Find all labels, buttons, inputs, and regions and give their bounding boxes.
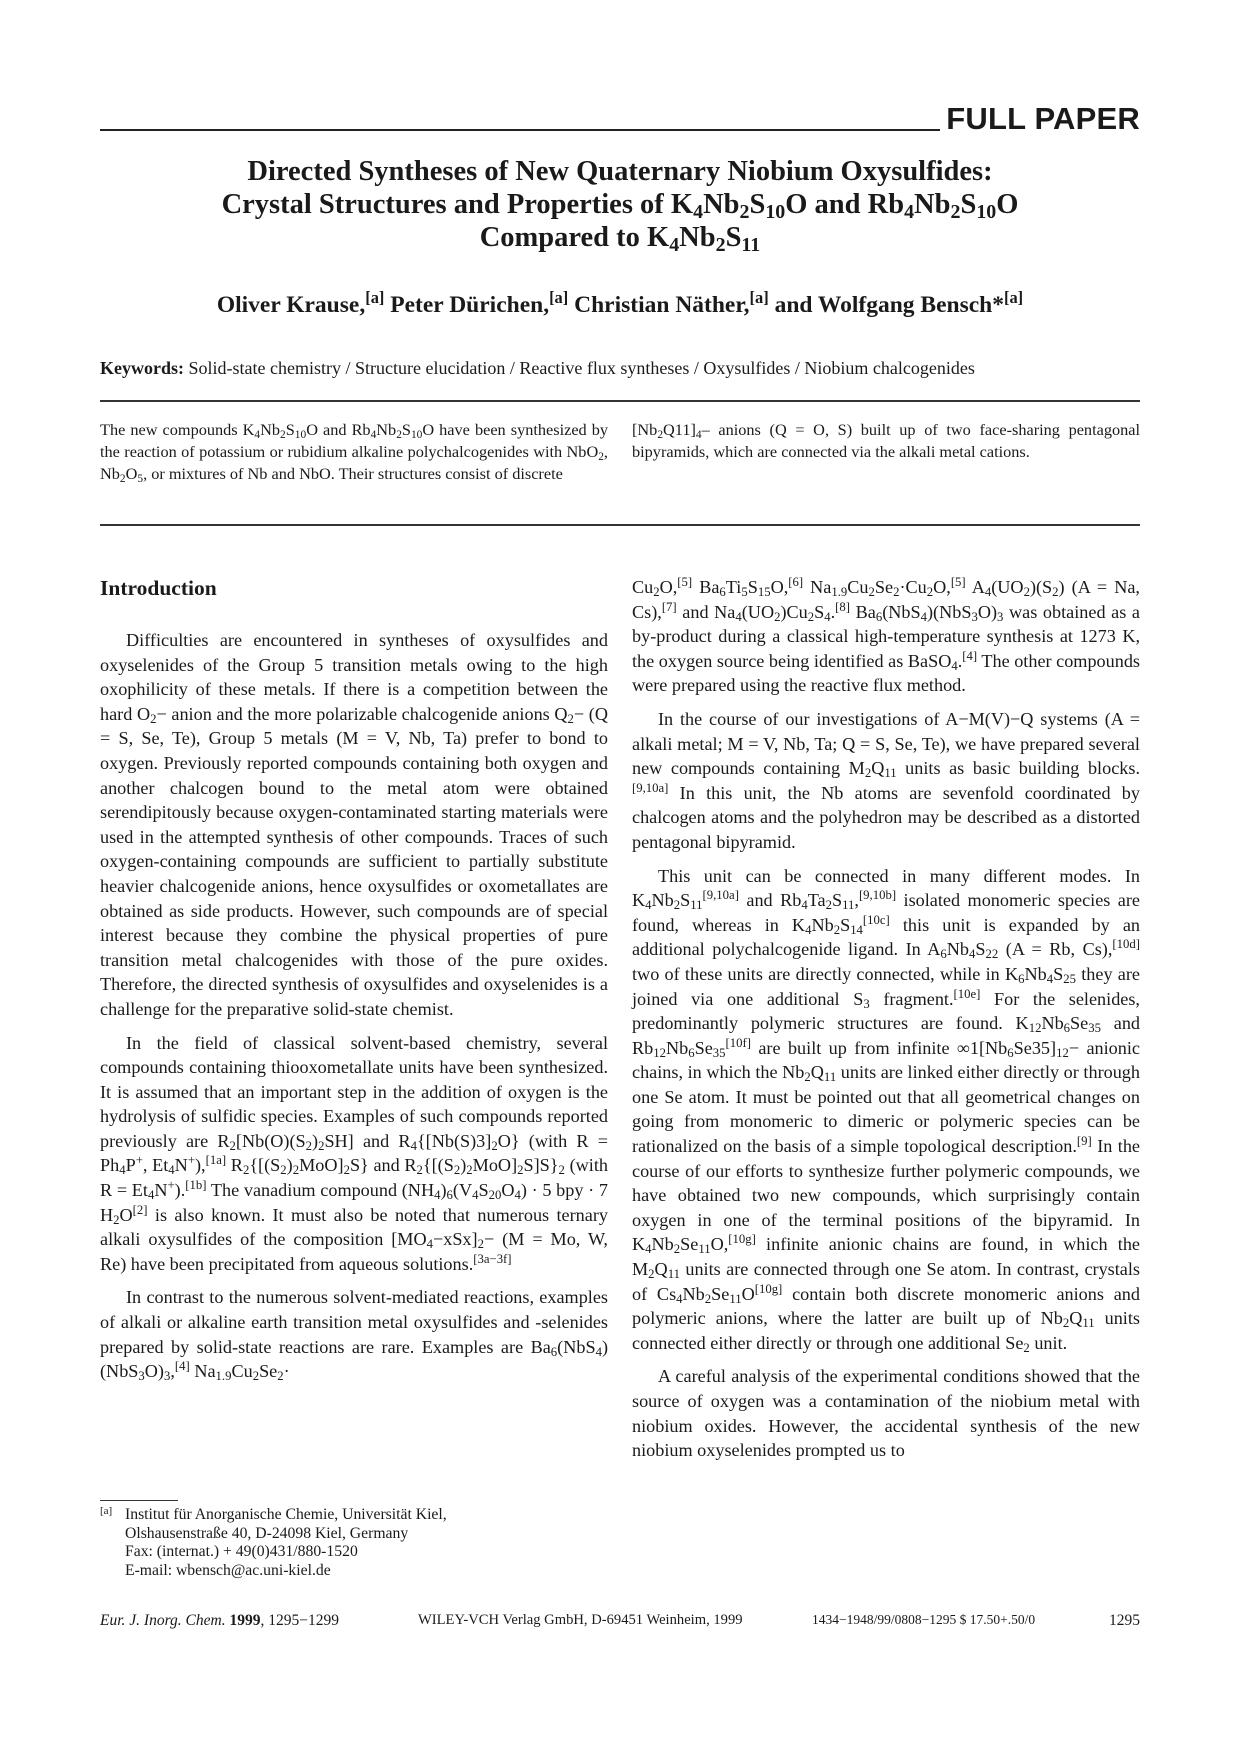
paper-title — [100, 155, 1140, 254]
abstract-bottom-rule — [100, 524, 1140, 526]
page-number: 1295 — [1109, 1612, 1140, 1629]
affiliation-marker: [a] — [100, 1505, 113, 1517]
affiliation-line: Olshausenstraße 40, D-24098 Kiel, Germany — [125, 1524, 409, 1542]
journal-year: 1999 — [229, 1612, 261, 1629]
abstract-column-2: $[Nb_2Q11]_4-$ anions (Q = O, S) built up of two face-sharing pentagonal bipyramids, which are connected via the alkali metal cations. — [632, 420, 1140, 461]
title-line-1: Directed Syntheses of New Quaternary Niobium Oxysulfides: — [247, 156, 993, 187]
journal-name: Eur. J. Inorg. Chem. — [100, 1612, 226, 1629]
paragraph: In the course of our investigations of A−M(V)−Q systems (A = alkali metal; M = V, Nb, Ta; Q = S, Se, Te), we have prepared several new compounds containing $M_2Q_{11}$ units as basic building blocks.[9,10a] In this unit, the Nb atoms are sevenfold coordinated by chalcogen atoms and the polyhedron may be described as a distorted pentagonal bipyramid. — [632, 708, 1140, 852]
paragraph: A careful analysis of the experimental conditions showed that the source of oxygen was a contamination of the niobium metal with niobium oxides. However, the accidental synthesis of the new niobium oxyselenides prompted us to — [632, 1366, 1140, 1461]
issn-line: 1434−1948/99/0808−1295 $ 17.50+.50/0 — [812, 1612, 1036, 1627]
affiliation-footnote — [100, 1506, 608, 1580]
affiliation-line: Fax: (internat.) + 49(0)431/880-1520 — [125, 1543, 358, 1560]
paragraph: In contrast to the numerous solvent-mediated reactions, examples of alkali or alkaline earth transition metal oxysulfides and -selenides prepared by solid-state reactions are rare. Examples are $Ba_6(NbS_4)(NbS_3O)_3,[4]$ $Na_{1.9}Cu_2Se_2\cdot$ — [100, 1287, 608, 1384]
keywords-label: Keywords: — [100, 358, 184, 378]
publisher-line: WILEY-VCH Verlag GmbH, D-69451 Weinheim, 1999 — [418, 1612, 743, 1628]
title-line-2: Crystal Structures and Properties of $K_4Nb_2S_{10}O$ and $Rb_4Nb_2S_{10}O$ — [221, 189, 1019, 223]
section-label: FULL PAPER — [946, 101, 1140, 136]
affiliation-line: Institut für Anorganische Chemie, Universität Kiel, — [125, 1506, 447, 1523]
title-line-3: Compared to $K_4Nb_2S_{11}$ — [479, 222, 761, 256]
abstract-top-rule — [100, 400, 1140, 402]
paragraph: Difficulties are encountered in syntheses of oxysulfides and oxyselenides of the Group 5 transition metals owing to the high oxophilicity of these metals. If there is a competition between the hard $O_2-$ anion and the more polarizable chalcogenide anions $Q_2- (Q = S$, Se, Te), Group 5 metals (M = V, Nb, Ta) prefer to bond to oxygen. Previously reported compounds containing both oxygen and another chalcogen bound to the metal atom were obtained serendipitously because oxygen-contaminated starting materials were used in the attempted synthesis of other compounds. Traces of such oxygen-containing compounds are sufficient to partially substitute heavier chalcogenide anions, hence oxysulfides or oxometallates are obtained as side products. However, such compounds are of special interest because they combine the physical properties of pure transition metal chalcogenides with those of the pure oxides. Therefore, the directed synthesis of oxysulfides and oxyselenides is a challenge for the preparative solid-state chemist. — [100, 630, 609, 1019]
footer-citation — [100, 1612, 339, 1630]
author-list: Oliver Krause,[a] Peter Dürichen,[a] Christian Näther,[a] and Wolfgang Bensch*[a] — [216, 287, 1024, 318]
section-heading-introduction: Introduction — [100, 576, 217, 600]
body-column-right — [632, 575, 1140, 1472]
header-rule — [100, 129, 940, 131]
affiliation-line: E-mail: wbensch@ac.uni-kiel.de — [125, 1561, 331, 1579]
body-column-left — [100, 628, 608, 1393]
footnote-rule — [100, 1500, 178, 1501]
paragraph: In the field of classical solvent-based chemistry, several compounds containing thiooxometallate units have been synthesized. It is assumed that an important step in the addition of oxygen is the hydrolysis of sulfidic species. Examples of such compounds reported previously are $R_2[Nb(O)(S_2)_2SH]$ and $R_4\{[Nb(S)3]_2O\}$ (with $R = Ph_4P^+$, $Et_4N^+),[1a]$ $R_2\{[(S_2)_2MoO]_2S\}$ and $R_2\{[(S_2)_2MoO]_2S]S\}_2$ (with $R = Et_4N^+).[1b]$ The vanadium compound $(NH_4)_6(V_4S_{20}O_4) \cdot 5$ bpy · 7 $H_2O[2]$ is also known. It must also be noted that numerous ternary alkali oxysulfides of the composition $[MO_4-xSx]_2- (M = Mo$, W, Re) have been precipitated from aqueous solutions.[3a−3f] — [100, 1032, 609, 1274]
paragraph: $Cu_2O,[5]$ $Ba_6Ti_5S_{15}O,[6]$ $Na_{1.9}Cu_2Se_2\cdot Cu_2O,[5]$ $A_4(UO_2)(S_2) (A = Na$, Cs),[7] and $Na_4(UO_2)Cu_2S_4.[8]$ $Ba_6(NbS_4)(NbS_3O)_3$ was obtained as a by-product during a classical high-temperature synthesis at 1273 K, the oxygen source being identified as BaSO$_4$.[4] The other compounds were prepared using the reactive flux method. — [632, 575, 1141, 696]
journal-pages: , 1295−1299 — [260, 1612, 339, 1629]
paragraph: This unit can be connected in many different modes. In $K_4Nb_2S_{11}[9,10a]$ and $Rb_4Ta_2S_{11},[9,10b]$ isolated monomeric species are found, whereas in $K_4Nb_2S_{14}[10c]$ this unit is expanded by an additional polychalcogenide ligand. In $A_6Nb_4S_{22}$ (A = Rb, Cs),[10d] two of these units are directly connected, while in $K_6Nb_4S_{25}$ they are joined via one additional $S_3$ fragment.[10e] For the selenides, predominantly polymeric structures are found. $K_{12}Nb_6Se_{35}$ and $Rb_{12}Nb_6Se_{35}[10f]$ are built up from infinite $\infty 1[Nb_6Se35]_{12}-$ anionic chains, in which the $Nb_2Q_{11}$ units are linked either directly or through one Se atom. It must be pointed out that all geometrical changes on going from monomeric to dimeric or polymeric species can be rationalized on the basis of a simple topological description.[9] In the course of our efforts to synthesize further polymeric compounds, we have obtained two new compounds, which surprisingly contain oxygen in one of the terminal positions of the bipyramid. In $K_4Nb_2Se_{11}O,[10g]$ infinite anionic chains are found, in which the $M_2Q_{11}$ units are connected through one Se atom. In contrast, crystals of $Cs_4Nb_2Se_{11}O[10g]$ contain both discrete monomeric anions and polymeric anions, where the latter are built up of $Nb_2Q_{11}$ units connected either directly or through one additional $Se_2$ unit. — [632, 865, 1141, 1355]
keywords-text: Solid-state chemistry / Structure elucidation / Reactive flux syntheses / Oxysulfides / Niobium chalcogenides — [188, 358, 975, 378]
abstract-column-1: The new compounds $K_4Nb_2S_{10}O$ and $Rb_4Nb_2S_{10}O$ have been synthesized by the reaction of potassium or rubidium alkaline polychalcogenides with NbO$_2$, $Nb_2O_5$, or mixtures of Nb and NbO. Their structures consist of discrete — [100, 420, 609, 485]
keywords — [100, 358, 1140, 379]
